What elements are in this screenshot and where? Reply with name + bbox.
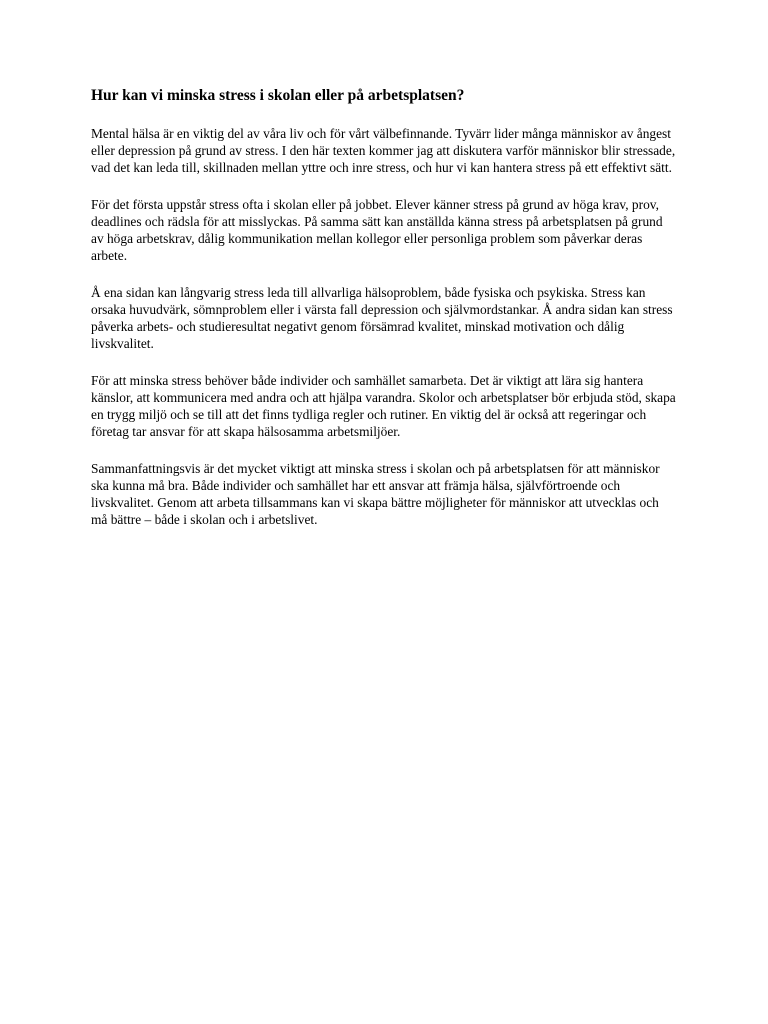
paragraph-causes: För det första uppstår stress ofta i skolan eller på jobbet. Elever känner stress på grund av höga krav, prov, deadlines och rädsla för att misslyckas. På samma sätt kan anställda känna stress på arbetsplatsen på grund av höga arbetskrav, dålig kommunikation mellan kollegor eller personliga problem som påverkar deras arbete.: [91, 197, 663, 263]
document-title: Hur kan vi minska stress i skolan eller på arbetsplatsen?: [91, 87, 465, 104]
document-page: [91, 86, 677, 548]
paragraph-introduction: Mental hälsa är en viktig del av våra liv och för vårt välbefinnande. Tyvärr lider många människor av ångest eller depression på grund av stress. I den här texten kommer jag att diskutera varför människor blir stressade, vad det kan leda till, skillnaden mellan yttre och inre stress, och hur vi kan hantera stress på ett effektivt sätt.: [91, 126, 676, 175]
paragraph-conclusion: Sammanfattningsvis är det mycket viktigt att minska stress i skolan och på arbetsplatsen för att människor ska kunna må bra. Både individer och samhället har ett ansvar att främja hälsa, självförtroende och livskvalitet. Genom att arbeta tillsammans kan vi skapa bättre möjligheter för människor att utvecklas och må bättre – både i skolan och i arbetslivet.: [91, 461, 660, 527]
paragraph-solutions: För att minska stress behöver både individer och samhället samarbeta. Det är viktigt att lära sig hantera känslor, att kommunicera med andra och att hjälpa varandra. Skolor och arbetsplatser bör erbjuda stöd, skapa en trygg miljö och se till att det finns tydliga regler och rutiner. En viktig del är också att regeringar och företag tar ansvar för att skapa hälsosamma arbetsmiljöer.: [91, 373, 676, 439]
paragraph-consequences: Å ena sidan kan långvarig stress leda till allvarliga hälsoproblem, både fysiska och psykiska. Stress kan orsaka huvudvärk, sömnproblem eller i värsta fall depression och självmordstankar. Å andra sidan kan stress påverka arbets- och studieresultat negativt genom försämrad kvalitet, minskad motivation och dålig livskvalitet.: [91, 285, 673, 351]
